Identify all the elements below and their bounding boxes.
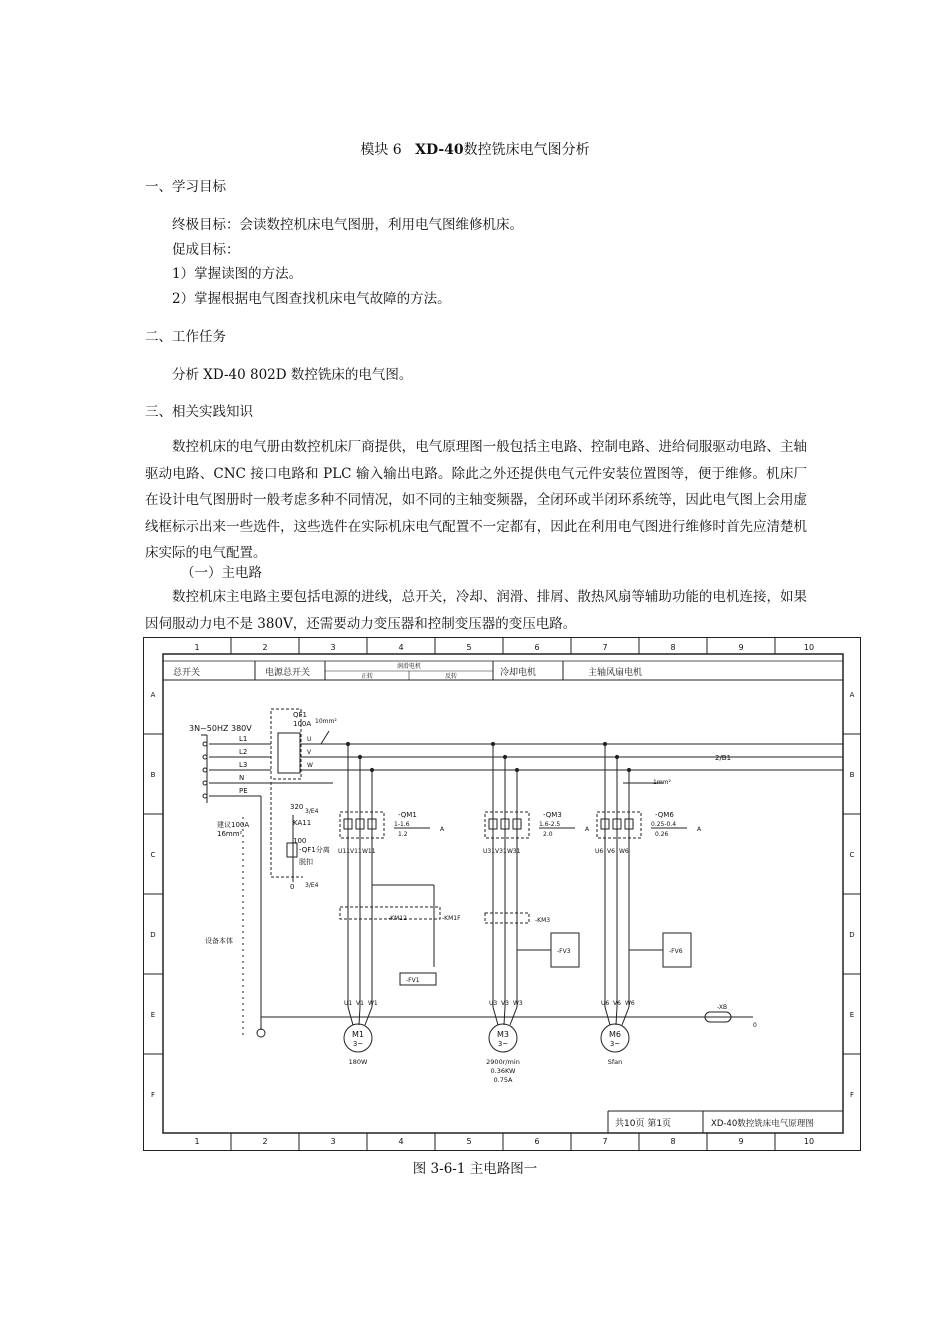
column-number: 4 (398, 1137, 404, 1146)
header-cell: 正转 (360, 673, 374, 680)
column-number: 2 (262, 1137, 268, 1146)
fv-label: -FV6 (669, 948, 683, 955)
breaker-unit: A (440, 826, 445, 833)
wire (605, 1007, 610, 1025)
uvw-label: U (307, 736, 312, 743)
uvw-label: W (307, 762, 313, 769)
column-number: 8 (670, 643, 676, 652)
goal-line: 促成目标： (172, 242, 240, 258)
terminal-label: W31 (507, 848, 521, 855)
ka11-label: KA11 (293, 819, 312, 827)
column-number: 9 (738, 643, 744, 652)
wire-size: 10mm² (315, 718, 337, 725)
column-number: 2 (262, 643, 268, 652)
wire (348, 1007, 353, 1025)
breaker-rating: 1.2 (398, 831, 408, 838)
motor-terminal-label: U3 (489, 1000, 498, 1007)
terminal-dot (203, 781, 207, 785)
body-paragraph: 数控机床的电气册由数控机床厂商提供，电气原理图一般包括主电路、控制电路、进给伺服驱动电路、主轴驱动电路、CNC 接口电路和 PLC 输入输出电路。除此之外还提供电气元件安装位置图等，便于维修。机床厂在设计电气图册时一般考虑多种不同情况，如不同的主轴变频器，全闭环或半闭环系统等，因此电气图上会用虚线框标示出来一些选件，这些选件在实际机床电气配置不一定都有，因此在利用电气图进行维修时首先应清楚机床实际的电气配置。 (145, 439, 807, 561)
motor-phase: 3~ (352, 1040, 364, 1048)
breaker-box (485, 812, 529, 838)
ref-label: 2/B1 (715, 754, 732, 762)
column-number: 7 (602, 643, 608, 652)
motor-note: 180W (348, 1058, 368, 1066)
ka11-label: 0 (290, 883, 295, 891)
junction-dot (346, 742, 349, 745)
phase-label: L3 (239, 761, 248, 769)
column-number: 3 (330, 643, 336, 652)
header-cell: 电源总开关 (265, 668, 311, 678)
junction-dot (515, 768, 518, 771)
body-paragraph: 数控机床主电路主要包括电源的进线，总开关，冷却、润滑、排屑、散热风扇等辅助功能的电机连接，如果因伺服动力电不是 380V，还需要动力变压器和控制变压器的变压电路。 (145, 589, 807, 632)
subsection-heading: （一）主电路 (181, 565, 262, 581)
uvw-label: V (307, 749, 312, 756)
column-number: 10 (803, 643, 815, 652)
wire (504, 1007, 505, 1025)
wire (359, 1007, 360, 1025)
qf1-label: QF1 (293, 711, 307, 719)
row-letter: B (849, 771, 855, 779)
ka11-label: 3/E4 (305, 882, 319, 889)
breaker-rating: 2.0 (543, 831, 553, 838)
section-heading-knowledge: 三、相关实践知识 (145, 404, 253, 420)
junction-dot (503, 755, 506, 758)
header-cell: 总开关 (173, 668, 201, 678)
motor-terminal-label: W3 (513, 1000, 523, 1007)
wire (616, 1007, 617, 1025)
section-heading-task: 二、工作任务 (145, 329, 226, 345)
ka11-label: 100 (293, 837, 307, 845)
motor-terminal-label: W6 (625, 1000, 635, 1007)
terminal-label: U31 (483, 848, 496, 855)
terminal-label: V31 (495, 848, 507, 855)
breaker-rating: 0.26 (655, 831, 669, 838)
breaker-name: -QM3 (543, 811, 562, 819)
wire (365, 1007, 372, 1025)
motor-terminal-label: U6 (601, 1000, 610, 1007)
junction-dot (491, 742, 494, 745)
column-number: 1 (194, 1137, 200, 1146)
terminal-dot (203, 742, 207, 746)
contactor-box (485, 913, 529, 923)
terminal-label: W11 (362, 848, 376, 855)
wire (493, 1007, 498, 1025)
page-title: 模块 6 XD-40数控铣床电气图分析 (360, 142, 590, 158)
breaker-box (597, 812, 641, 838)
junction-dot (370, 768, 373, 771)
terminal-dot (203, 794, 207, 798)
column-number: 8 (670, 1137, 676, 1146)
row-letter: E (849, 1011, 855, 1019)
column-number: 7 (602, 1137, 608, 1146)
ka11-label: 3/E4 (305, 808, 319, 815)
motor-note: 0.36KW (490, 1067, 516, 1075)
section-heading-goals: 一、学习目标 (145, 179, 226, 195)
column-number: 5 (466, 1137, 472, 1146)
fv-label: -FV3 (557, 948, 571, 955)
figure-caption: 图 3-6-1 主电路图一 (412, 1161, 538, 1177)
footer-pages: 共10页 第1页 (615, 1119, 672, 1129)
breaker-rating: 0.25-0.4 (651, 821, 677, 828)
column-number: 4 (398, 643, 404, 652)
contactor-label: -KM3 (535, 917, 551, 924)
column-number: 6 (534, 643, 540, 652)
row-letter: D (849, 931, 855, 939)
column-number: 9 (738, 1137, 744, 1146)
motor-terminal-label: V6 (613, 1000, 621, 1007)
main-circuit-diagram (143, 637, 861, 1151)
motor-label: M1 (352, 1030, 364, 1039)
junction-dot (358, 755, 361, 758)
motor-terminal-label: W1 (368, 1000, 378, 1007)
ka11-label: -QF1分离 (299, 846, 330, 854)
motor-note: 2900r/min (486, 1058, 520, 1066)
header-cell: 润滑电机 (396, 663, 422, 670)
row-letter: D (150, 931, 156, 939)
supply-label: 3N~50HZ 380V (189, 724, 252, 733)
goal-line: 2）掌握根据电气图查找机床电气故障的方法。 (172, 291, 451, 307)
terminal-label: V11 (350, 848, 362, 855)
goal-line: 终极目标：会读数控机床电气图册，利用电气图维修机床。 (172, 217, 523, 233)
ka11-label: 脱扣 (299, 858, 313, 866)
column-number: 1 (194, 643, 200, 652)
motor-label: M6 (609, 1030, 621, 1039)
column-number: 3 (330, 1137, 336, 1146)
motor-terminal-label: V1 (356, 1000, 364, 1007)
phase-label: N (239, 774, 245, 782)
phase-label: L2 (239, 748, 248, 756)
ka11-label: 320 (290, 803, 304, 811)
motor-note: 0.75A (493, 1076, 513, 1084)
motor-phase: 3~ (609, 1040, 621, 1048)
terminal-dot (203, 768, 207, 772)
row-letter: A (150, 691, 156, 699)
motor-phase: 3~ (497, 1040, 509, 1048)
column-number: 10 (803, 1137, 815, 1146)
junction-dot (603, 742, 606, 745)
breaker-box (340, 812, 384, 838)
ground-note: 16mm² (217, 830, 243, 838)
contactor-label: -KM12 (388, 915, 407, 922)
ground-symbol (257, 1029, 265, 1037)
column-number: 6 (534, 1137, 540, 1146)
breaker-unit: A (697, 826, 702, 833)
motor-terminal-label: V3 (501, 1000, 509, 1007)
motor-label: M3 (497, 1030, 509, 1039)
terminal-label: W6 (619, 848, 629, 855)
breaker-name: -QM1 (398, 811, 417, 819)
goal-line: 1）掌握读图的方法。 (172, 266, 303, 282)
xb-label: -XB (717, 1004, 728, 1011)
cabinet-label: 设备本体 (205, 937, 233, 945)
column-number: 5 (466, 643, 472, 652)
wire (510, 1007, 517, 1025)
breaker-rating: 1-1.6 (394, 821, 410, 828)
junction-dot (615, 755, 618, 758)
row-letter: C (849, 851, 855, 859)
contactor-label: -KM1F (442, 915, 461, 922)
breaker-rating: 1.6-2.5 (539, 821, 561, 828)
qf1-label: 100A (293, 720, 312, 728)
terminal-label: V6 (607, 848, 615, 855)
terminal-label: U11 (338, 848, 351, 855)
footer-title: XD-40数控铣床电气原理图 (711, 1119, 814, 1129)
breaker-unit: A (585, 826, 590, 833)
motor-note: Sfan (607, 1058, 623, 1066)
row-letter: E (150, 1011, 156, 1019)
xb-label: 0 (753, 1022, 757, 1029)
fv-label: -FV1 (406, 977, 420, 984)
junction-dot (627, 768, 630, 771)
row-letter: A (849, 691, 855, 699)
task-line: 分析 XD-40 802D 数控铣床的电气图。 (172, 367, 413, 383)
ground-note: 建议100A (217, 821, 250, 829)
row-letter: F (150, 1091, 156, 1099)
wire (622, 1007, 629, 1025)
header-cell: 冷却电机 (500, 668, 537, 678)
header-cell: 主轴风扇电机 (588, 668, 643, 678)
phase-label: L1 (239, 735, 248, 743)
terminal-label: U6 (595, 848, 604, 855)
motor-terminal-label: U1 (344, 1000, 353, 1007)
breaker-name: -QM6 (655, 811, 674, 819)
terminal-dot (203, 755, 207, 759)
row-letter: C (150, 851, 156, 859)
row-letter: F (849, 1091, 855, 1099)
header-cell: 反转 (444, 673, 458, 680)
wire-size: 1mm² (653, 779, 671, 786)
phase-label: PE (239, 787, 248, 795)
row-letter: B (150, 771, 156, 779)
